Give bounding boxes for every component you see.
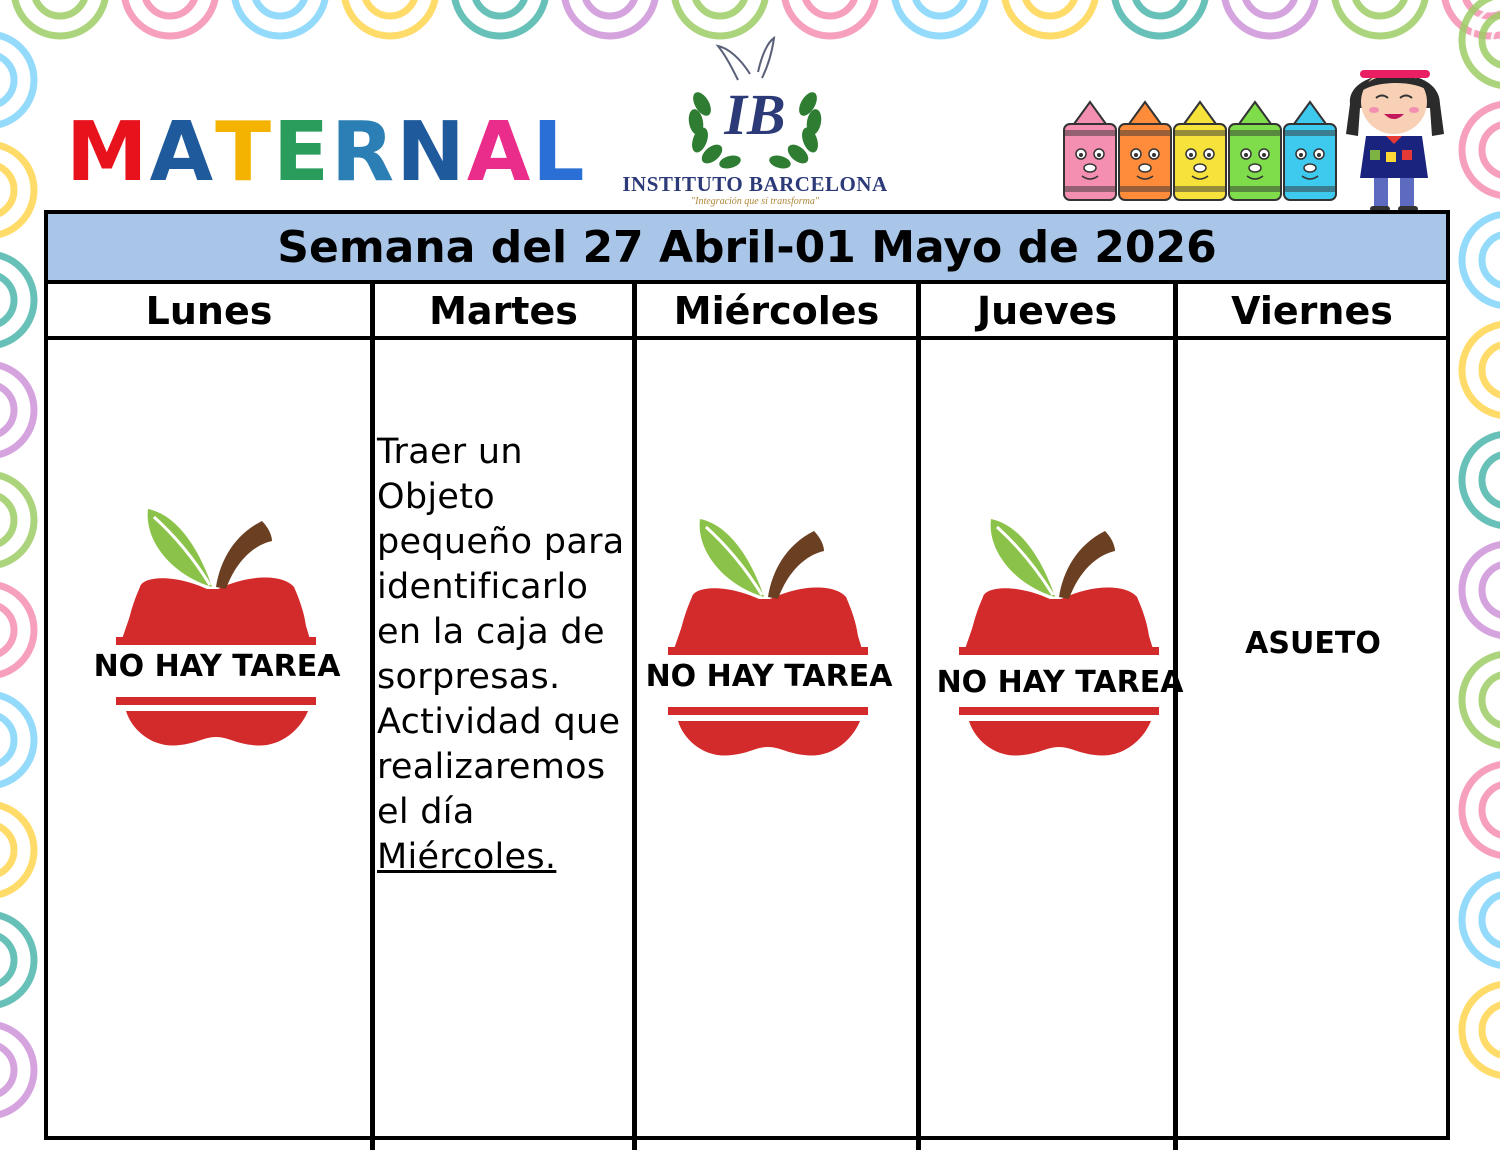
ring-decoration: [1224, 0, 1316, 36]
column-divider: [1173, 280, 1178, 1150]
title-letter: A: [149, 105, 216, 200]
day-header-jueves: Jueves: [976, 289, 1118, 333]
ring-decoration: [0, 584, 34, 676]
ring-decoration: [0, 364, 34, 456]
school-name: INSTITUTO BARCELONA: [622, 172, 888, 196]
day-header-viernes: Viernes: [1231, 289, 1393, 333]
instituto-barcelona-logo: [600, 36, 910, 212]
no-homework-lunes: [93, 505, 341, 755]
ring-decoration: [1462, 104, 1500, 196]
crayon-icon: [1174, 102, 1226, 200]
ring-decoration: [1114, 0, 1206, 36]
ring-decoration: [674, 0, 766, 36]
title-letter: T: [215, 105, 274, 200]
tuesday-task-day: Miércoles.: [377, 837, 557, 877]
maternal-title: [66, 105, 587, 200]
day-header-martes: Martes: [429, 289, 578, 333]
title-letter: R: [331, 105, 397, 200]
column-divider: [370, 280, 375, 1150]
crayon-icon: [1284, 102, 1336, 200]
ring-decoration: [0, 254, 34, 346]
crayons-illustration: [1060, 100, 1340, 204]
column-divider: [632, 280, 637, 1150]
no-homework-label: NO HAY TAREA: [936, 665, 1184, 700]
ring-decoration: [1462, 874, 1500, 966]
day-header-lunes: Lunes: [145, 289, 273, 333]
tuesday-task: [377, 430, 627, 880]
apple-icon: [112, 505, 322, 755]
girl-illustration: [1336, 56, 1452, 214]
dove-laurel-icon: [600, 36, 910, 176]
friday-holiday-label: ASUETO: [1245, 626, 1381, 661]
title-letter: A: [466, 105, 533, 200]
no-homework-jueves: [936, 515, 1184, 765]
logo-initials: IB: [724, 82, 786, 147]
ring-decoration: [0, 804, 34, 896]
school-motto: "Integración que sí transforma": [690, 196, 820, 207]
ring-decoration: [234, 0, 326, 36]
title-letter: E: [273, 105, 332, 200]
no-homework-miercoles: [645, 515, 893, 765]
week-title: Semana del 27 Abril-01 Mayo de 2026: [48, 214, 1446, 284]
ring-decoration: [894, 0, 986, 36]
ring-decoration: [1462, 654, 1500, 746]
ring-decoration: [0, 914, 34, 1006]
day-header-miercoles: Miércoles: [673, 289, 880, 333]
column-divider: [916, 280, 921, 1150]
ring-decoration: [0, 144, 34, 236]
ring-decoration: [0, 474, 34, 566]
title-letter: L: [532, 105, 587, 200]
ring-decoration: [1462, 764, 1500, 856]
header-divider: [48, 336, 1446, 340]
apple-icon: [664, 515, 874, 765]
ring-decoration: [344, 0, 436, 36]
no-homework-label: NO HAY TAREA: [645, 659, 893, 694]
ring-decoration: [0, 694, 34, 786]
ring-decoration: [0, 34, 34, 126]
crayon-icon: [1119, 102, 1171, 200]
ring-decoration: [0, 1024, 34, 1116]
crayon-icon: [1064, 102, 1116, 200]
title-letter: M: [66, 105, 150, 200]
tuesday-task-text: Traer un Objeto pequeño para identificarlo en la caja de sorpresas. Actividad que realizaremos el día: [377, 432, 625, 832]
apple-icon: [955, 515, 1165, 765]
ring-decoration: [1004, 0, 1096, 36]
ring-decoration: [1462, 984, 1500, 1076]
title-letter: N: [396, 105, 467, 200]
ring-decoration: [564, 0, 656, 36]
ring-decoration: [1462, 544, 1500, 636]
ring-decoration: [784, 0, 876, 36]
ring-decoration: [124, 0, 216, 36]
ring-decoration: [454, 0, 546, 36]
ring-decoration: [1462, 434, 1500, 526]
ring-decoration: [1334, 0, 1426, 36]
ring-decoration: [1462, 324, 1500, 416]
crayon-icon: [1229, 102, 1281, 200]
ring-decoration: [1462, 214, 1500, 306]
no-homework-label: NO HAY TAREA: [93, 649, 341, 684]
ring-decoration: [14, 0, 106, 36]
